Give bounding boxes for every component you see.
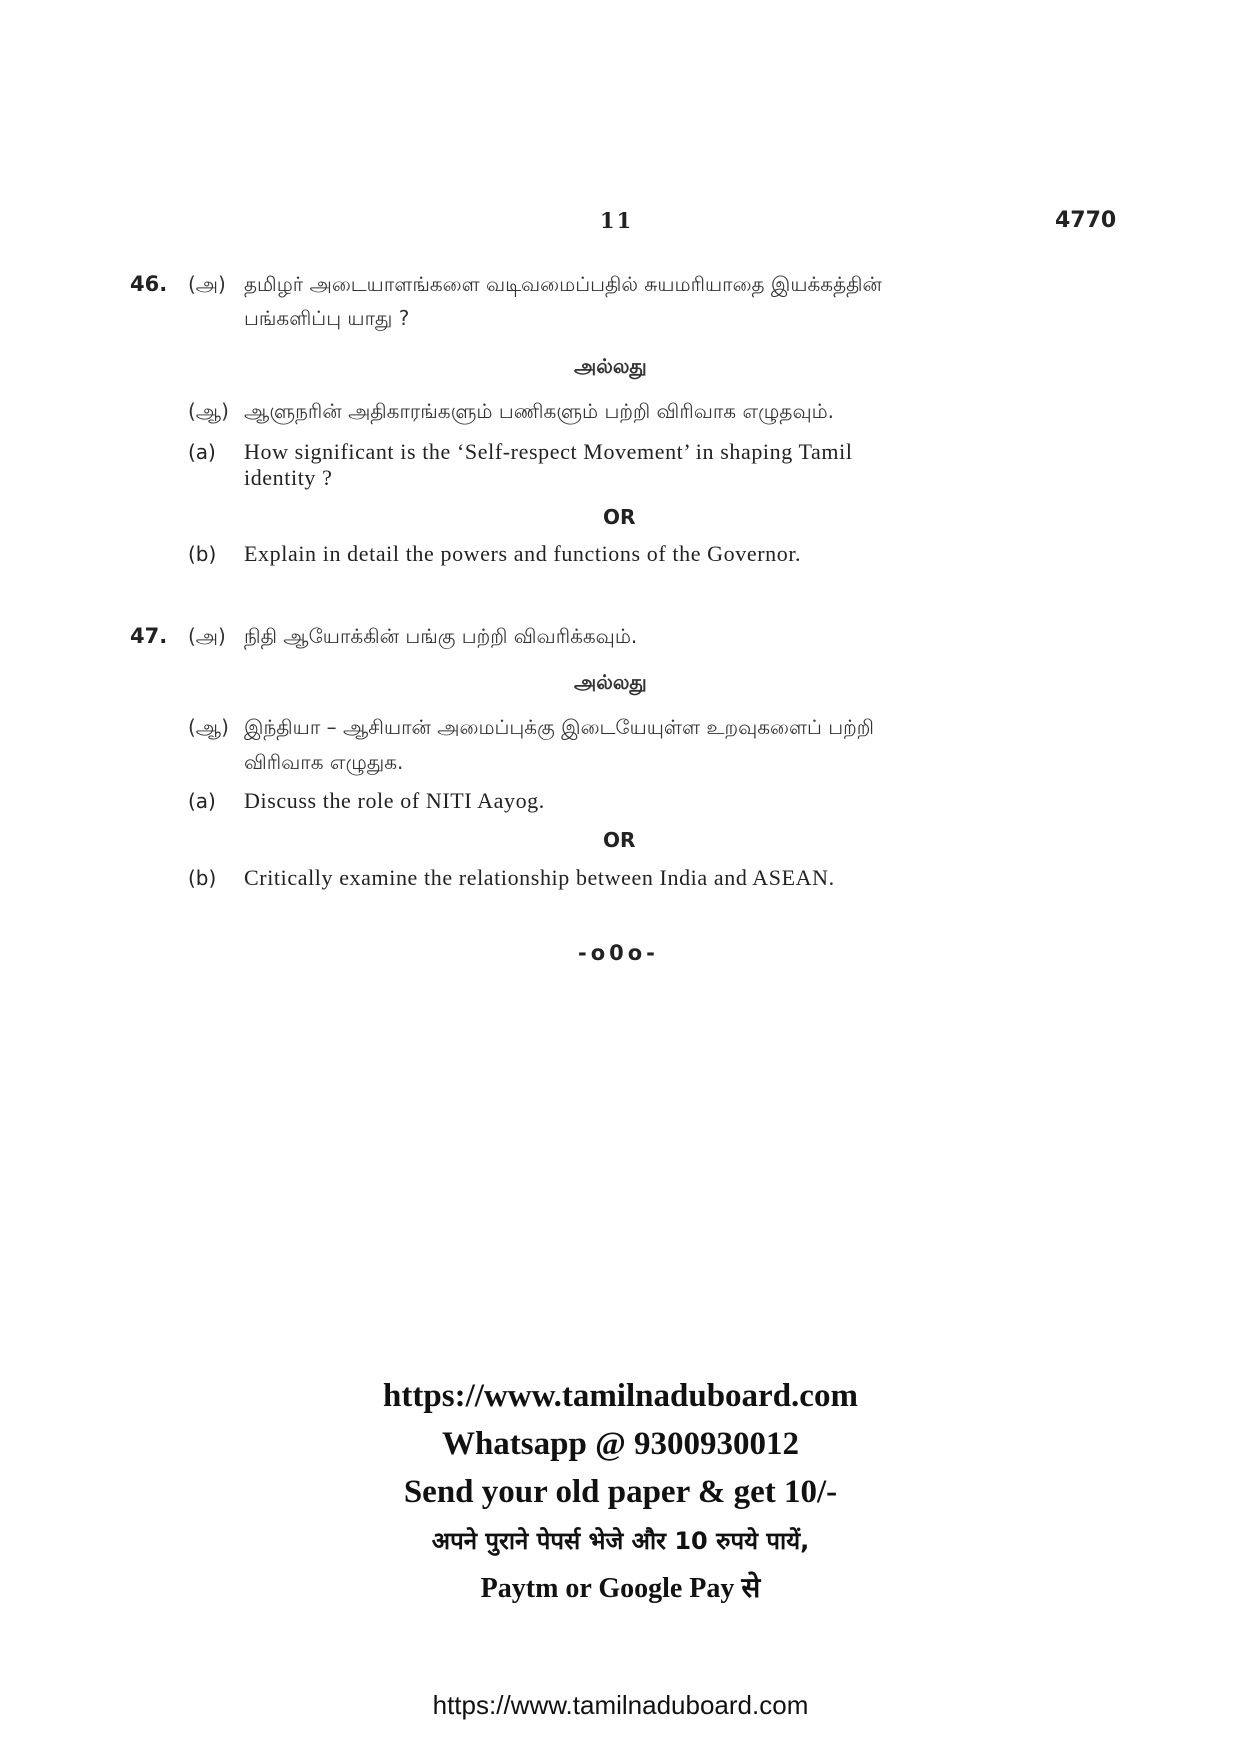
promo-hindi: अपने पुराने पेपर्स भेजे और 10 रुपये पायें,	[431, 1527, 810, 1555]
or-label: OR	[603, 828, 636, 852]
option-marker: (அ)	[188, 272, 226, 296]
tamil-question-line: நிதி ஆயோக்கின் பங்கு பற்றி விவரிக்கவும்.	[244, 624, 638, 648]
english-question-line: Explain in detail the powers and functions of the Governor.	[244, 541, 802, 566]
or-label: OR	[603, 505, 636, 529]
english-question-line: identity ?	[244, 465, 333, 490]
question-number: 46.	[130, 272, 168, 296]
tamil-or-label: அல்லது	[574, 670, 647, 694]
option-marker: (a)	[188, 789, 216, 813]
page-number: 11	[600, 208, 634, 233]
tamil-question-line: ஆளுநரின் அதிகாரங்களும் பணிகளும் பற்றி விரிவாக எழுதவும்.	[244, 399, 835, 423]
option-marker: (அ)	[188, 624, 226, 648]
english-question-line: Critically examine the relationship between India and ASEAN.	[244, 865, 835, 890]
paper-code: 4770	[1055, 208, 1117, 233]
tamil-question-line: தமிழர் அடையாளங்களை வடிவமைப்பதில் சுயமரியாதை இயக்கத்தின்	[244, 272, 882, 296]
tamil-question-line: பங்களிப்பு யாது ?	[244, 306, 410, 330]
option-marker: (ஆ)	[188, 399, 229, 423]
option-marker: (b)	[188, 866, 217, 890]
promo-payment: Paytm or Google Pay से	[480, 1573, 761, 1604]
option-marker: (b)	[188, 542, 217, 566]
question-number: 47.	[130, 624, 168, 648]
promo-send-paper: Send your old paper & get 10/-	[403, 1474, 838, 1510]
tamil-or-label: அல்லது	[574, 354, 647, 378]
footer-url[interactable]: https://www.tamilnaduboard.com	[432, 1690, 809, 1720]
tamil-question-line: விரிவாக எழுதுக.	[244, 750, 404, 774]
english-question-line: How significant is the ‘Self-respect Movement’ in shaping Tamil	[244, 439, 853, 464]
option-marker: (a)	[188, 440, 216, 464]
option-marker: (ஆ)	[188, 715, 229, 739]
end-mark: -o0o-	[578, 941, 659, 965]
promo-url[interactable]: https://www.tamilnaduboard.com	[383, 1378, 858, 1414]
english-question-line: Discuss the role of NITI Aayog.	[244, 788, 545, 813]
promo-whatsapp: Whatsapp @ 9300930012	[441, 1426, 800, 1462]
tamil-question-line: இந்தியா – ஆசியான் அமைப்புக்கு இடையேயுள்ள உறவுகளைப் பற்றி	[244, 715, 874, 739]
